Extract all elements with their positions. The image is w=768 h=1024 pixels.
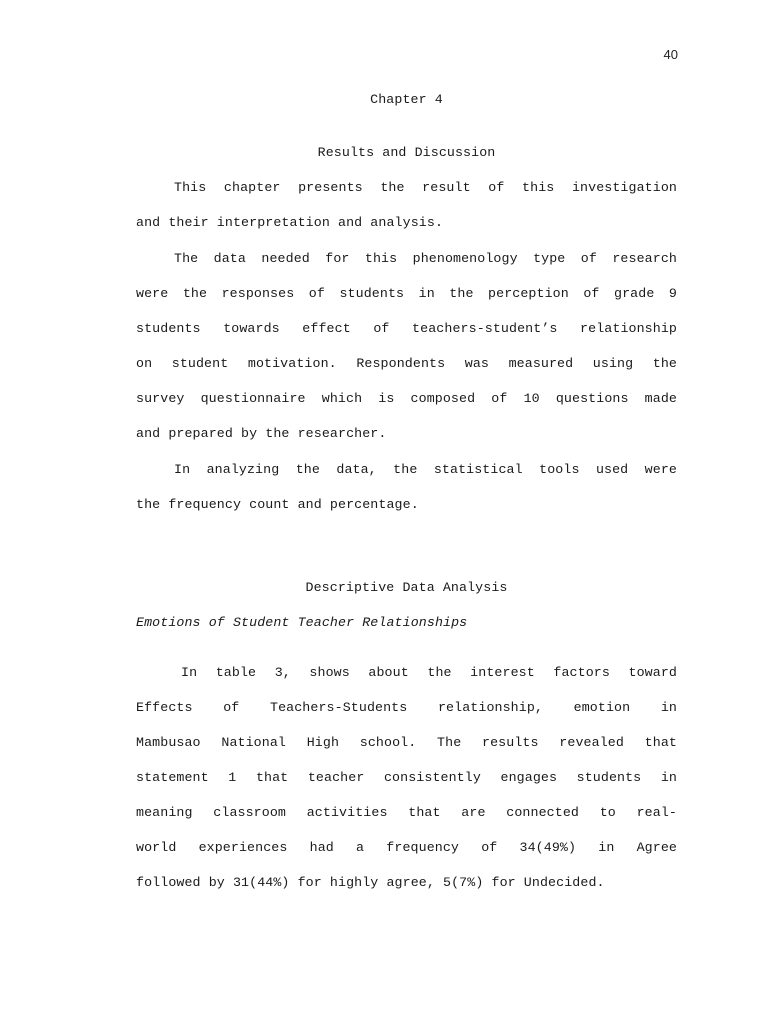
paragraph-line: In table 3, shows about the interest factors toward bbox=[181, 665, 677, 680]
section-heading-text: Descriptive Data Analysis bbox=[305, 580, 508, 595]
section-subheading-text: Emotions of Student Teacher Relationships bbox=[136, 615, 468, 630]
paragraph-line: and their interpretation and analysis. bbox=[136, 215, 444, 230]
paragraph-line: statement 1 that teacher consistently engages students in bbox=[136, 770, 677, 785]
paragraph-line: world experiences had a frequency of 34(49%) in Agree bbox=[136, 840, 677, 855]
paragraph-line: meaning classroom activities that are connected to real- bbox=[136, 805, 677, 820]
intro-paragraph-1 bbox=[136, 170, 677, 240]
paragraph-line: Effects of Teachers-Students relationship, emotion in bbox=[136, 700, 677, 715]
section-heading bbox=[136, 580, 677, 595]
paragraph-line: In analyzing the data, the statistical tools used were bbox=[174, 462, 677, 477]
chapter-heading-text: Results and Discussion bbox=[317, 145, 496, 160]
intro-paragraph-2 bbox=[136, 241, 677, 451]
chapter-title bbox=[136, 92, 677, 107]
paragraph-line: followed by 31(44%) for highly agree, 5(7%) for Undecided. bbox=[136, 875, 605, 890]
section-subheading bbox=[136, 615, 677, 630]
paragraph-line: survey questionnaire which is composed of 10 questions made bbox=[136, 391, 677, 406]
chapter-title-text: Chapter 4 bbox=[370, 92, 443, 107]
paragraph-line: and prepared by the researcher. bbox=[136, 426, 387, 441]
paragraph-line: Mambusao National High school. The results revealed that bbox=[136, 735, 677, 750]
paragraph-line: the frequency count and percentage. bbox=[136, 497, 419, 512]
chapter-heading bbox=[136, 145, 677, 160]
paragraph-line: were the responses of students in the perception of grade 9 bbox=[136, 286, 677, 301]
page-number: 40 bbox=[663, 47, 678, 62]
analysis-paragraph bbox=[136, 655, 677, 900]
paragraph-line: students towards effect of teachers-student’s relationship bbox=[136, 321, 677, 336]
paragraph-line: The data needed for this phenomenology type of research bbox=[174, 251, 677, 266]
paragraph-line: This chapter presents the result of this investigation bbox=[174, 180, 677, 195]
paragraph-line: on student motivation. Respondents was measured using the bbox=[136, 356, 677, 371]
intro-paragraph-3 bbox=[136, 452, 677, 522]
